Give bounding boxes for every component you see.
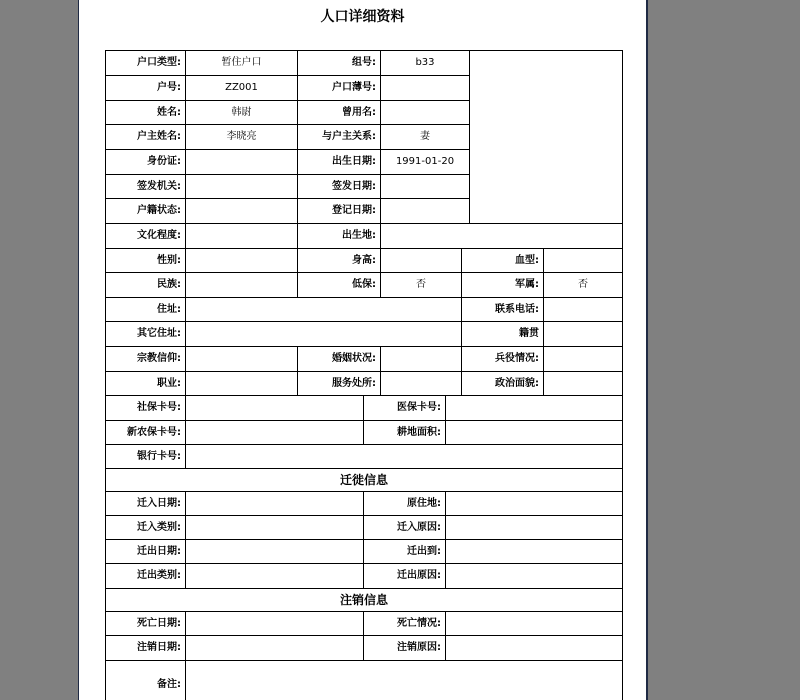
register-date-value bbox=[380, 198, 470, 224]
work-place-label: 服务处所: bbox=[297, 371, 381, 396]
medical-card-value bbox=[445, 395, 623, 421]
rural-card-label: 新农保卡号: bbox=[105, 420, 186, 445]
native-label: 籍贯 bbox=[461, 321, 544, 347]
register-book-value bbox=[380, 75, 470, 101]
remark-value bbox=[185, 660, 623, 700]
blood-label: 血型: bbox=[461, 248, 544, 273]
education-value bbox=[185, 223, 298, 249]
social-card-value bbox=[185, 395, 364, 421]
address-label: 住址: bbox=[105, 297, 186, 322]
out-date-label: 迁出日期: bbox=[105, 539, 186, 564]
height-label: 身高: bbox=[297, 248, 381, 273]
low-income-value: 否 bbox=[380, 272, 462, 298]
job-value bbox=[185, 371, 298, 396]
work-place-value bbox=[380, 371, 462, 396]
birthplace-label: 出生地: bbox=[297, 223, 381, 249]
census-status-label: 户籍状态: bbox=[105, 198, 186, 224]
migration-section-title: 迁徙信息 bbox=[105, 468, 623, 492]
origin-value bbox=[445, 491, 623, 516]
name-value: 韩尉 bbox=[185, 100, 298, 125]
death-info-label: 死亡情况: bbox=[363, 611, 446, 636]
low-income-label: 低保: bbox=[297, 272, 381, 298]
birth-date-label: 出生日期: bbox=[297, 149, 381, 175]
religion-label: 宗教信仰: bbox=[105, 346, 186, 372]
issue-date-value bbox=[380, 174, 470, 199]
service-value bbox=[543, 346, 623, 372]
head-name-value: 李晓亮 bbox=[185, 124, 298, 150]
farmland-value bbox=[445, 420, 623, 445]
out-type-value bbox=[185, 563, 364, 589]
population-detail-table bbox=[105, 50, 623, 700]
height-value bbox=[380, 248, 462, 273]
former-name-value bbox=[380, 100, 470, 125]
gender-label: 性别: bbox=[105, 248, 186, 273]
cancel-date-value bbox=[185, 635, 364, 661]
in-date-label: 迁入日期: bbox=[105, 491, 186, 516]
id-value bbox=[185, 149, 298, 175]
in-type-value bbox=[185, 515, 364, 540]
out-date-value bbox=[185, 539, 364, 564]
page-title: 人口详细资料 bbox=[320, 9, 405, 25]
cancel-reason-value bbox=[445, 635, 623, 661]
ethnic-label: 民族: bbox=[105, 272, 186, 298]
relation-label: 与户主关系: bbox=[297, 124, 381, 150]
group-label: 组号: bbox=[297, 50, 381, 76]
household-no-label: 户号: bbox=[105, 75, 186, 101]
group-value: b33 bbox=[380, 50, 470, 76]
cancel-section-title: 注销信息 bbox=[105, 588, 623, 612]
out-to-value bbox=[445, 539, 623, 564]
rural-card-value bbox=[185, 420, 364, 445]
head-name-label: 户主姓名: bbox=[105, 124, 186, 150]
blood-value bbox=[543, 248, 623, 273]
in-reason-label: 迁入原因: bbox=[363, 515, 446, 540]
marital-label: 婚姻状况: bbox=[297, 346, 381, 372]
out-reason-label: 迁出原因: bbox=[363, 563, 446, 589]
gender-value bbox=[185, 248, 298, 273]
former-name-label: 曾用名: bbox=[297, 100, 381, 125]
in-date-value bbox=[185, 491, 364, 516]
photo-area bbox=[469, 50, 623, 224]
religion-value bbox=[185, 346, 298, 372]
issue-org-label: 签发机关: bbox=[105, 174, 186, 199]
origin-label: 原住地: bbox=[363, 491, 446, 516]
register-book-label: 户口薄号: bbox=[297, 75, 381, 101]
remark-label: 备注: bbox=[105, 660, 186, 700]
out-type-label: 迁出类别: bbox=[105, 563, 186, 589]
political-value bbox=[543, 371, 623, 396]
death-info-value bbox=[445, 611, 623, 636]
farmland-label: 耕地面积: bbox=[363, 420, 446, 445]
cancel-date-label: 注销日期: bbox=[105, 635, 186, 661]
birth-date-value: 1991-01-20 bbox=[380, 149, 470, 175]
military-value: 否 bbox=[543, 272, 623, 298]
birthplace-value bbox=[380, 223, 623, 249]
other-address-label: 其它住址: bbox=[105, 321, 186, 347]
register-date-label: 登记日期: bbox=[297, 198, 381, 224]
education-label: 文化程度: bbox=[105, 223, 186, 249]
relation-value: 妻 bbox=[380, 124, 470, 150]
out-to-label: 迁出到: bbox=[363, 539, 446, 564]
issue-org-value bbox=[185, 174, 298, 199]
death-date-value bbox=[185, 611, 364, 636]
political-label: 政治面貌: bbox=[461, 371, 544, 396]
name-label: 姓名: bbox=[105, 100, 186, 125]
social-card-label: 社保卡号: bbox=[105, 395, 186, 421]
other-address-value bbox=[185, 321, 462, 347]
out-reason-value bbox=[445, 563, 623, 589]
bank-card-label: 银行卡号: bbox=[105, 444, 186, 469]
death-date-label: 死亡日期: bbox=[105, 611, 186, 636]
issue-date-label: 签发日期: bbox=[297, 174, 381, 199]
address-value bbox=[185, 297, 462, 322]
service-label: 兵役情况: bbox=[461, 346, 544, 372]
phone-label: 联系电话: bbox=[461, 297, 544, 322]
marital-value bbox=[380, 346, 462, 372]
phone-value bbox=[543, 297, 623, 322]
household-type-label: 户口类型: bbox=[105, 50, 186, 76]
job-label: 职业: bbox=[105, 371, 186, 396]
in-type-label: 迁入类别: bbox=[105, 515, 186, 540]
native-value bbox=[543, 321, 623, 347]
ethnic-value bbox=[185, 272, 298, 298]
id-label: 身份证: bbox=[105, 149, 186, 175]
bank-card-value bbox=[185, 444, 623, 469]
census-status-value bbox=[185, 198, 298, 224]
document-page bbox=[78, 0, 648, 700]
in-reason-value bbox=[445, 515, 623, 540]
household-no-value: ZZ001 bbox=[185, 75, 298, 101]
household-type-value: 暂住户口 bbox=[185, 50, 298, 76]
medical-card-label: 医保卡号: bbox=[363, 395, 446, 421]
cancel-reason-label: 注销原因: bbox=[363, 635, 446, 661]
military-label: 军属: bbox=[461, 272, 544, 298]
